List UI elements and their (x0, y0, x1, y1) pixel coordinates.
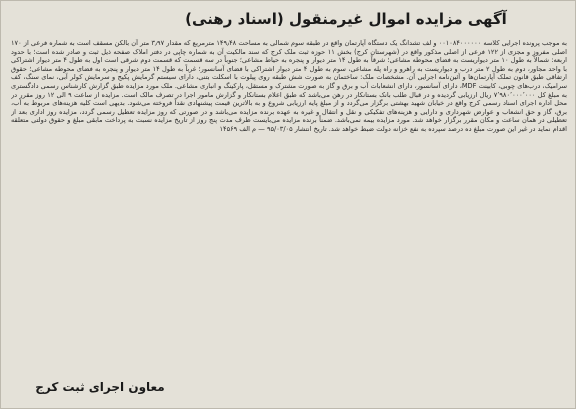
notice-body: به موجب پرونده اجرایی کلاسه ۰۰۱۰۸۴۰۰۰۰۰۰ و لف تشدانگ یک دستگاه آپارتمان واقع در طبقه سوم شمالی به مساحت ۱۴۹٫۴۸ مترمربع که مقدار ۳٫۹۷ متر آن بالکن مسقف است به شماره فرعی از ۱۷۰ اصلی مفروز و مجزی از ۱۲۲ فرعی از اصلی مذکور واقع در (شهرستان کرج) بخش ۱۱ حوزه ثبت ملک کرج که سند مالکیت آن به شماره چاپی در دفتر املاک صفحه ذیل ثبت و صادر شده است؛ با حدود اربعه: شمالاً به طول ۱۰ متر دیواریست به فضای محوطه مشاعی؛ شرقاً به طول ۱۴ متر دیوار و پنجره به حیاط مشاعی؛ جنوباً در سه قسمت که قسمت دوم شرقی است اول به طول ۴ متر دیوار اشتراکی با واحد مجاور، دوم به طول ۲ متر درب و دیواریست به راهرو و راه پله مشاعی، سوم به طول ۴ متر دیوار اشتراکی با فضای آسانسور؛ غرباً به طول ۱۴ متر دیوار و پنجره به فضای محوطه مشاعی؛ حقوق ارتفاقی طبق قانون تملک آپارتمان‌ها و آئین‌نامه اجرایی آن. مشخصات ملک: ساختمان به صورت شش طبقه روی پیلوت با اسکلت بتنی، دارای سیستم گرمایش پکیج و سرمایش کولر آبی، نمای سنگ، کف سرامیک، درب‌های چوبی، کابینت MDF، دارای آسانسور، دارای انشعابات آب و برق و گاز به صورت مشترک و مستقل، پارکینگ و انباری مشاعی. ملک مورد مزایده طبق گزارش کارشناس رسمی دادگستری به مبلغ کل ۷٬۹۸۰٬۰۰۰٬۰۰۰ ریال ارزیابی گردیده و در قبال طلب بانک بستانکار در رهن می‌باشد که طبق اعلام بستانکار و گزارش مامور اجرا در تصرف مالک است. مزایده از ساعت ۹ الی ۱۲ روز مقرر در محل اداره اجرای اسناد رسمی کرج واقع در خیابان شهید بهشتی برگزار می‌گردد و از مبلغ پایه ارزیابی شروع و به بالاترین قیمت پیشنهادی نقداً فروخته می‌شود. بدیهی است کلیه هزینه‌های مربوط به آب، برق، گاز و حق انشعاب و عوارض شهرداری و دارایی و هزینه‌های تفکیکی و نقل و انتقال و غیره به عهده برنده مزایده می‌باشد و در صورتی که روز مزایده تعطیل رسمی گردد، مزایده روز اداری بعد از تعطیلی در همان ساعت و مکان مقرر برگزار خواهد شد. مورد مزایده بیمه نمی‌باشد. ضمناً برنده مزایده می‌بایست ظرف مدت پنج روز از تاریخ مزایده نسبت به پرداخت مابقی مبلغ و حقوق دولتی متعلقه اقدام نماید در غیر این صورت مبلغ ده درصد سپرده به نفع خزانه دولت ضبط خواهد شد. تاریخ انتشار ۹۵/۰۳/۰۵ — م الف ۱۴۵۶۹ (11, 39, 567, 133)
issuer-signature: معاون اجرای ثبت کرج (35, 380, 165, 394)
notice-title: آگهی مزایده اموال غیرمنقول (اسناد رهنی) (185, 10, 507, 28)
